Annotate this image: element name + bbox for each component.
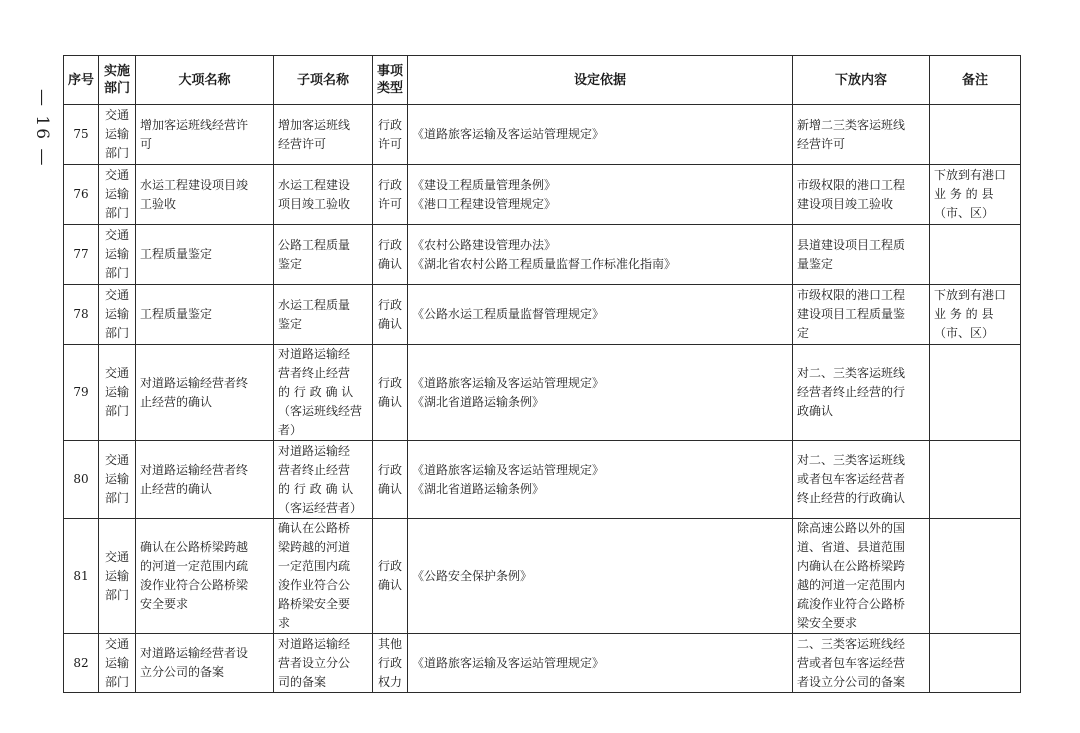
cell-sub-line: 鉴定 [278, 316, 303, 331]
table-row [64, 634, 1021, 693]
table-row [64, 441, 1021, 519]
cell-content-line: 或者包车客运经营者 [797, 472, 906, 486]
cell-content [793, 345, 930, 441]
cell-content-line: 县道建设项目工程质 [797, 237, 906, 252]
cell-content-line: 二、三类客运班线经 [797, 636, 906, 651]
cell-item [136, 225, 274, 285]
cell-type [373, 225, 408, 285]
cell-dept-line: 运输 [104, 568, 129, 583]
cell-content-line: 疏浚作业符合公路桥 [797, 597, 906, 611]
cell-dept [99, 105, 136, 165]
cell-sub-line: 对道路运输经 [278, 347, 351, 361]
cell-sub-line: 鉴定 [278, 256, 303, 271]
cell-num: 80 [64, 441, 99, 519]
cell-sub-line: （客运经营者） [278, 500, 363, 515]
header-num: 序号 [64, 56, 99, 105]
cell-dept-line: 运输 [104, 472, 129, 486]
cell-dept-line: 运输 [104, 127, 129, 141]
cell-sub [274, 225, 373, 285]
cell-type-line: 行政 [378, 237, 403, 252]
cell-type-line: 确认 [378, 316, 403, 331]
power-list-table [63, 55, 1021, 693]
header-type: 事项 类型 [373, 56, 408, 105]
cell-dept-line: 部门 [104, 326, 129, 340]
cell-note-line: （市、区） [934, 326, 995, 340]
cell-content-line: 对二、三类客运班线 [797, 366, 906, 380]
cell-num: 78 [64, 285, 99, 345]
cell-type-line: 许可 [378, 136, 403, 151]
cell-content-line: 量鉴定 [797, 256, 834, 271]
cell-dept-line: 运输 [104, 307, 129, 321]
cell-basis [408, 634, 793, 693]
cell-type-line: 行政 [378, 655, 403, 670]
cell-basis-line: 《道路旅客运输及客运站管理规定》 [412, 462, 605, 477]
cell-dept [99, 345, 136, 441]
cell-item-line: 工程质量鉴定 [140, 307, 213, 321]
cell-content [793, 441, 930, 519]
cell-dept-line: 交通 [104, 288, 129, 302]
cell-sub-line: 对道路运输经 [278, 636, 351, 651]
cell-dept-line: 部门 [104, 587, 129, 602]
cell-item [136, 345, 274, 441]
cell-content-line: 新增二三类客运班线 [797, 117, 906, 132]
cell-type-line: 行政 [378, 297, 403, 312]
cell-sub [274, 441, 373, 519]
cell-item-line: 确认在公路桥梁跨越 [140, 540, 249, 554]
cell-dept-line: 交通 [104, 453, 129, 467]
power-list-table-wrapper [63, 55, 1021, 693]
cell-sub-line: 司的备案 [278, 674, 327, 689]
cell-sub-line: 确认在公路桥 [278, 521, 351, 535]
cell-content-line: 除高速公路以外的国 [797, 521, 906, 535]
cell-type-line: 行政 [378, 117, 403, 132]
cell-basis [408, 225, 793, 285]
cell-item [136, 165, 274, 225]
cell-content-line: 营或者包车客运经营 [797, 655, 906, 670]
cell-type [373, 285, 408, 345]
cell-dept-line: 运输 [104, 385, 129, 399]
cell-num: 77 [64, 225, 99, 285]
cell-note [930, 285, 1021, 345]
cell-item [136, 285, 274, 345]
cell-item-line: 可 [140, 136, 153, 151]
cell-item-line: 增加客运班线经营许 [140, 117, 249, 132]
cell-dept [99, 441, 136, 519]
cell-dept-line: 部门 [104, 674, 129, 689]
cell-type [373, 634, 408, 693]
cell-sub [274, 634, 373, 693]
cell-content-line: 经营者终止经营的行 [797, 385, 906, 399]
cell-content-line: 内确认在公路桥梁跨 [797, 559, 906, 573]
cell-type-line: 确认 [378, 256, 403, 271]
cell-item-line: 安全要求 [140, 597, 189, 611]
cell-content-line: 建设项目竣工验收 [797, 196, 894, 211]
cell-basis-line: 《道路旅客运输及客运站管理规定》 [412, 127, 605, 141]
cell-sub-line: 水运工程建设 [278, 177, 351, 192]
table-row [64, 345, 1021, 441]
cell-sub-line: 的 行 政 确 认 [278, 385, 354, 399]
cell-basis-line: 《公路水运工程质量监督管理规定》 [412, 307, 605, 321]
header-row [64, 56, 1021, 105]
cell-basis-line: 《湖北省道路运输条例》 [412, 394, 545, 409]
table-row [64, 519, 1021, 634]
cell-dept [99, 285, 136, 345]
cell-item-line: 对道路运输经营者终 [140, 462, 249, 477]
cell-type-line: 行政 [378, 177, 403, 192]
cell-sub-line: 路桥梁安全要 [278, 597, 351, 611]
cell-dept-line: 部门 [104, 404, 129, 418]
cell-content-line: 政确认 [797, 404, 834, 418]
header-note: 备注 [930, 56, 1021, 105]
cell-dept-line: 运输 [104, 247, 129, 261]
cell-dept-line: 交通 [104, 228, 129, 242]
cell-item [136, 519, 274, 634]
cell-item-line: 对道路运输经营者设 [140, 646, 249, 660]
table-body [64, 105, 1021, 693]
cell-content [793, 519, 930, 634]
cell-sub [274, 285, 373, 345]
cell-note [930, 165, 1021, 225]
cell-basis [408, 105, 793, 165]
cell-item-line: 对道路运输经营者终 [140, 375, 249, 390]
cell-item-line: 立分公司的备案 [140, 665, 225, 679]
cell-note [930, 441, 1021, 519]
cell-sub [274, 345, 373, 441]
cell-dept-line: 交通 [104, 366, 129, 380]
cell-type-line: 确认 [378, 481, 403, 496]
cell-item-line: 浚作业符合公路桥梁 [140, 578, 249, 592]
cell-dept-line: 部门 [104, 206, 129, 220]
table-row [64, 165, 1021, 225]
cell-sub-line: 的 行 政 确 认 [278, 481, 354, 496]
cell-item-line: 的河道一定范围内疏 [140, 559, 249, 573]
cell-note-line: （市、区） [934, 206, 995, 220]
cell-type-line: 行政 [378, 559, 403, 573]
cell-type [373, 105, 408, 165]
cell-type-line: 行政 [378, 375, 403, 390]
cell-item-line: 止经营的确认 [140, 394, 213, 409]
header-basis: 设定依据 [408, 56, 793, 105]
cell-sub-line: （客运班线经营 [278, 404, 363, 418]
cell-note [930, 634, 1021, 693]
cell-dept-line: 部门 [104, 146, 129, 160]
cell-dept-line: 部门 [104, 491, 129, 505]
cell-content-line: 对二、三类客运班线 [797, 453, 906, 467]
cell-sub-line: 营者终止经营 [278, 366, 351, 380]
cell-sub-line: 求 [278, 616, 291, 630]
cell-basis-line: 《道路旅客运输及客运站管理规定》 [412, 375, 605, 390]
cell-sub-line: 项目竣工验收 [278, 196, 351, 211]
cell-content-line: 经营许可 [797, 136, 846, 151]
cell-item-line: 工程质量鉴定 [140, 247, 213, 261]
cell-type [373, 165, 408, 225]
cell-note [930, 519, 1021, 634]
cell-type-line: 其他 [378, 636, 403, 651]
cell-sub-line: 公路工程质量 [278, 237, 351, 252]
cell-dept [99, 225, 136, 285]
table-row [64, 285, 1021, 345]
cell-basis-line: 《公路安全保护条例》 [412, 568, 533, 583]
cell-item [136, 441, 274, 519]
cell-basis-line: 《湖北省道路运输条例》 [412, 481, 545, 496]
cell-basis-line: 《湖北省农村公路工程质量监督工作标准化指南》 [412, 256, 677, 271]
cell-type-line: 权力 [378, 674, 403, 689]
cell-content-line: 市级权限的港口工程 [797, 177, 906, 192]
cell-note [930, 105, 1021, 165]
cell-basis [408, 165, 793, 225]
cell-type-line: 行政 [378, 462, 403, 477]
cell-sub-line: 营者终止经营 [278, 462, 351, 477]
cell-content [793, 285, 930, 345]
cell-basis-line: 《港口工程建设管理规定》 [412, 196, 557, 211]
header-content: 下放内容 [793, 56, 930, 105]
cell-dept-line: 部门 [104, 266, 129, 280]
cell-sub-line: 营者设立分公 [278, 655, 351, 670]
cell-note-line: 下放到有港口 [934, 288, 1007, 302]
cell-sub-line: 者） [278, 423, 303, 437]
cell-dept-line: 交通 [104, 636, 129, 651]
cell-basis-line: 《农村公路建设管理办法》 [412, 237, 557, 252]
header-dept: 实施 部门 [99, 56, 136, 105]
cell-content-line: 定 [797, 326, 810, 340]
cell-sub-line: 浚作业符合公 [278, 578, 351, 592]
cell-basis [408, 519, 793, 634]
cell-content [793, 225, 930, 285]
cell-num: 79 [64, 345, 99, 441]
page-number: — 16 — [32, 88, 52, 168]
cell-note-line: 业 务 的 县 [934, 307, 994, 321]
cell-note [930, 345, 1021, 441]
cell-num: 81 [64, 519, 99, 634]
cell-num: 75 [64, 105, 99, 165]
cell-dept [99, 634, 136, 693]
cell-num: 76 [64, 165, 99, 225]
table-row [64, 225, 1021, 285]
cell-sub-line: 经营许可 [278, 136, 327, 151]
cell-content-line: 市级权限的港口工程 [797, 288, 906, 302]
cell-sub-line: 水运工程质量 [278, 297, 351, 312]
cell-item-line: 工验收 [140, 196, 177, 211]
cell-content-line: 越的河道一定范围内 [797, 578, 906, 592]
cell-sub [274, 105, 373, 165]
cell-sub-line: 梁跨越的河道 [278, 540, 351, 554]
cell-note [930, 225, 1021, 285]
cell-dept-line: 交通 [104, 168, 129, 182]
cell-content [793, 634, 930, 693]
cell-sub-line: 增加客运班线 [278, 117, 351, 132]
cell-num: 82 [64, 634, 99, 693]
cell-item-line: 止经营的确认 [140, 481, 213, 496]
cell-basis [408, 441, 793, 519]
cell-dept-line: 交通 [104, 549, 129, 564]
cell-dept-line: 运输 [104, 187, 129, 201]
table-row [64, 105, 1021, 165]
cell-dept-line: 运输 [104, 655, 129, 670]
cell-dept-line: 交通 [104, 108, 129, 122]
cell-content-line: 者设立分公司的备案 [797, 674, 906, 689]
cell-sub [274, 519, 373, 634]
cell-basis-line: 《建设工程质量管理条例》 [412, 177, 557, 192]
cell-item [136, 634, 274, 693]
cell-content-line: 建设项目工程质量鉴 [797, 307, 906, 321]
cell-content [793, 165, 930, 225]
cell-type-line: 确认 [378, 394, 403, 409]
cell-type [373, 519, 408, 634]
cell-note-line: 下放到有港口 [934, 168, 1007, 182]
cell-dept [99, 519, 136, 634]
cell-content-line: 道、省道、县道范围 [797, 540, 906, 554]
cell-basis-line: 《道路旅客运输及客运站管理规定》 [412, 655, 605, 670]
cell-dept [99, 165, 136, 225]
cell-type [373, 441, 408, 519]
cell-type-line: 确认 [378, 578, 403, 592]
cell-content [793, 105, 930, 165]
cell-note-line: 业 务 的 县 [934, 187, 994, 201]
cell-sub-line: 一定范围内疏 [278, 559, 351, 573]
cell-sub [274, 165, 373, 225]
cell-item [136, 105, 274, 165]
cell-type-line: 许可 [378, 196, 403, 211]
cell-content-line: 梁安全要求 [797, 616, 858, 630]
cell-basis [408, 285, 793, 345]
header-sub: 子项名称 [274, 56, 373, 105]
cell-basis [408, 345, 793, 441]
cell-type [373, 345, 408, 441]
header-item: 大项名称 [136, 56, 274, 105]
cell-content-line: 终止经营的行政确认 [797, 491, 906, 505]
cell-item-line: 水运工程建设项目竣 [140, 177, 249, 192]
cell-sub-line: 对道路运输经 [278, 443, 351, 458]
